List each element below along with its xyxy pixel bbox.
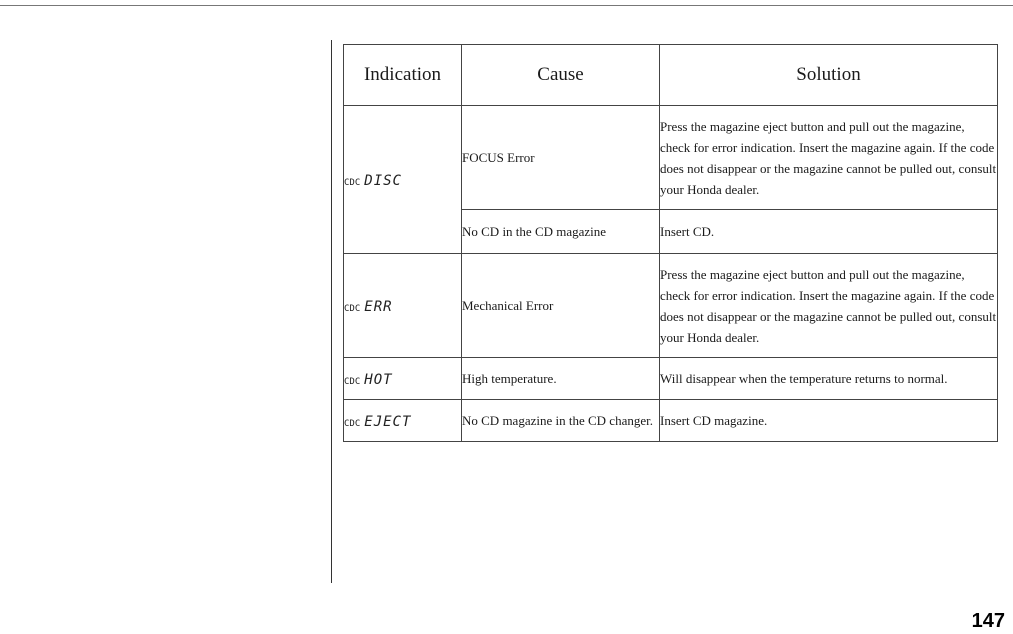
table-row xyxy=(344,400,998,442)
cd-changer-indications-table xyxy=(343,44,998,442)
table-row xyxy=(344,254,998,358)
cause-cell: Mechanical Error xyxy=(462,254,660,358)
lcd-err-display xyxy=(344,296,393,315)
cause-cell: High temperature. xyxy=(462,358,660,400)
cause-header: Cause xyxy=(462,45,660,106)
side-rule xyxy=(331,40,332,583)
cause-cell: FOCUS Error xyxy=(462,106,660,210)
solution-cell: Will disappear when the temperature returns to normal. xyxy=(660,358,998,400)
lcd-code: ERR xyxy=(364,299,393,315)
lcd-code: HOT xyxy=(364,372,393,388)
indication-header: Indication xyxy=(344,45,462,106)
lcd-prefix: CDC xyxy=(344,304,361,314)
indication-cell xyxy=(344,358,462,400)
cause-cell: No CD in the CD magazine xyxy=(462,210,660,254)
solution-cell: Press the magazine eject button and pull out the magazine, check for error indication. Insert the magazine again. If the code does not disappear or the magazine cannot be pulled out, consult your Honda dealer. xyxy=(660,254,998,358)
top-rule xyxy=(0,5,1013,6)
page-number: 147 xyxy=(971,610,1005,632)
lcd-hot-display xyxy=(344,369,393,388)
solution-cell: Insert CD magazine. xyxy=(660,400,998,442)
indication-cell xyxy=(344,106,462,254)
lcd-code: DISC xyxy=(364,173,402,189)
table-row xyxy=(344,106,998,210)
lcd-prefix: CDC xyxy=(344,419,361,429)
lcd-code: EJECT xyxy=(364,414,412,430)
lcd-disc-display xyxy=(344,170,402,189)
solution-cell: Insert CD. xyxy=(660,210,998,254)
indication-cell xyxy=(344,400,462,442)
lcd-eject-display xyxy=(344,411,411,430)
lcd-prefix: CDC xyxy=(344,178,361,188)
solution-cell: Press the magazine eject button and pull out the magazine, check for error indication. Insert the magazine again. If the code does not disappear or the magazine cannot be pulled out, consult your Honda dealer. xyxy=(660,106,998,210)
table-row xyxy=(344,358,998,400)
indication-cell xyxy=(344,254,462,358)
solution-header: Solution xyxy=(660,45,998,106)
lcd-prefix: CDC xyxy=(344,377,361,387)
cause-cell: No CD magazine in the CD changer. xyxy=(462,400,660,442)
header-row xyxy=(344,45,998,106)
